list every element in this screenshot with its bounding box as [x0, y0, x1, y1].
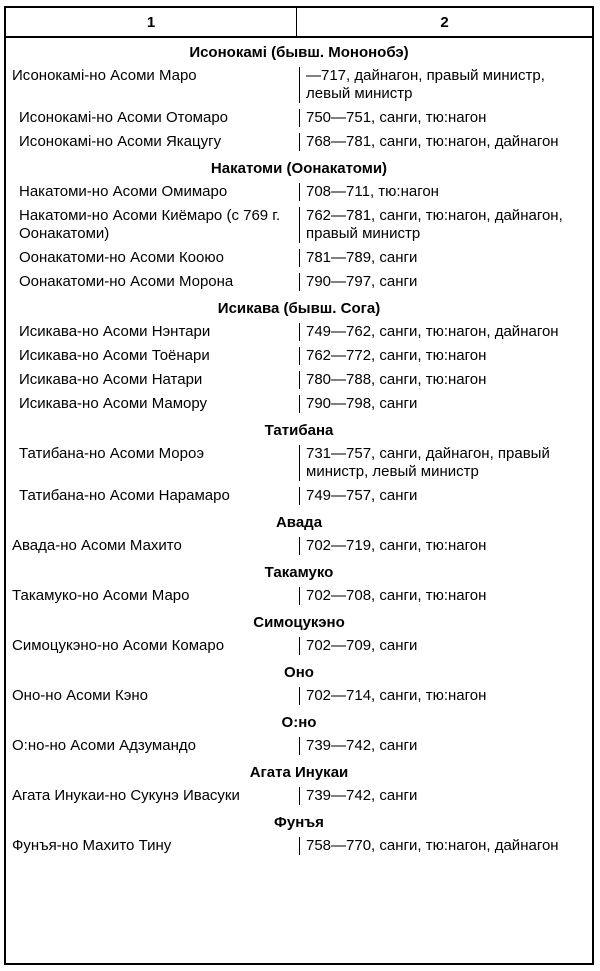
- official-name: Авада-но Асоми Махито: [12, 537, 182, 554]
- group-title: Симоцукэно: [253, 614, 345, 631]
- official-career: 708—711, тю:нагон: [299, 183, 592, 201]
- table-row: [6, 442, 592, 484]
- table-row: [6, 784, 592, 808]
- official-name: Агата Инукаи-но Сукунэ Ивасуки: [12, 787, 240, 804]
- official-name: Исикава-но Асоми Нэнтари: [19, 323, 211, 340]
- group-title: Оно: [284, 664, 314, 681]
- group-title: Накатоми (Оонакатоми): [210, 160, 388, 177]
- table-row: [6, 270, 592, 294]
- official-career: —717, дайнагон, правый министр, левый министр: [299, 67, 592, 103]
- official-career: 762—772, санги, тю:нагон: [299, 347, 592, 365]
- official-career: 739—742, санги: [299, 737, 592, 755]
- official-name: Оонакатоми-но Асоми Морона: [19, 273, 234, 290]
- official-name: Фунъя-но Махито Тину: [12, 837, 172, 854]
- table-row: [6, 368, 592, 392]
- table-row: [6, 64, 592, 106]
- official-career: 739—742, санги: [299, 787, 592, 805]
- table-row: [6, 320, 592, 344]
- group-title: Такамуко: [264, 564, 334, 581]
- official-name: Татибана-но Асоми Нарамаро: [19, 487, 230, 504]
- official-career: 780—788, санги, тю:нагон: [299, 371, 592, 389]
- official-career: 749—757, санги: [299, 487, 592, 505]
- table-row: [6, 246, 592, 270]
- table-row: [6, 834, 592, 858]
- official-career: 790—798, санги: [299, 395, 592, 413]
- table-row: [6, 130, 592, 154]
- group-title: О:но: [281, 714, 317, 731]
- official-career: 702—714, санги, тю:нагон: [299, 687, 592, 705]
- official-career: 702—709, санги: [299, 637, 592, 655]
- table-row: [6, 684, 592, 708]
- official-name: Накатоми-но Асоми Киёмаро (с 769 г. Оонакатоми): [19, 207, 281, 242]
- official-name: Исонокамі-но Асоми Маро: [12, 67, 197, 84]
- column-header-1: 1: [6, 8, 297, 36]
- table-row: [6, 204, 592, 246]
- group-title: Авада: [275, 514, 323, 531]
- official-career: 749—762, санги, тю:нагон, дайнагон: [299, 323, 592, 341]
- official-name: Оонакатоми-но Асоми Кооюо: [19, 249, 224, 266]
- official-name: Исикава-но Асоми Натари: [19, 371, 203, 388]
- group-title: Фунъя: [274, 814, 324, 831]
- table-header: [6, 8, 592, 38]
- official-career: 758—770, санги, тю:нагон, дайнагон: [299, 837, 592, 855]
- table-row: [6, 584, 592, 608]
- official-career: 702—719, санги, тю:нагон: [299, 537, 592, 555]
- group-title: Агата Инукаи: [249, 764, 349, 781]
- table-row: [6, 180, 592, 204]
- table-row: [6, 392, 592, 416]
- group-title: Исикава (бывш. Сога): [217, 300, 381, 317]
- official-career: 781—789, санги: [299, 249, 592, 267]
- table-row: [6, 734, 592, 758]
- official-career: 768—781, санги, тю:нагон, дайнагон: [299, 133, 592, 151]
- officials-table: [4, 6, 594, 965]
- group-title: Исонокамі (бывш. Мононобэ): [189, 44, 409, 61]
- official-name: Исонокамі-но Асоми Отомаро: [19, 109, 229, 126]
- table-row: [6, 344, 592, 368]
- group-title: Татибана: [264, 422, 334, 439]
- table-row: [6, 634, 592, 658]
- official-name: Исикава-но Асоми Тоёнари: [19, 347, 210, 364]
- official-name: Накатоми-но Асоми Омимаро: [19, 183, 228, 200]
- official-career: 702—708, санги, тю:нагон: [299, 587, 592, 605]
- official-name: Исонокамі-но Асоми Якацугу: [19, 133, 222, 150]
- column-header-2: 2: [440, 13, 449, 31]
- official-name: Симоцукэно-но Асоми Комаро: [12, 637, 225, 654]
- official-name: Татибана-но Асоми Мороэ: [19, 445, 204, 462]
- official-name: Оно-но Асоми Кэно: [12, 687, 148, 704]
- official-name: Исикава-но Асоми Мамору: [19, 395, 208, 412]
- official-career: 750—751, санги, тю:нагон: [299, 109, 592, 127]
- official-name: О:но-но Асоми Адзумандо: [12, 737, 196, 754]
- table-row: [6, 106, 592, 130]
- table-row: [6, 534, 592, 558]
- official-name: Такамуко-но Асоми Маро: [12, 587, 190, 604]
- official-career: 762—781, санги, тю:нагон, дайнагон, правый министр: [299, 207, 592, 243]
- table-body: [6, 42, 592, 858]
- official-career: 731—757, санги, дайнагон, правый министр, левый министр: [299, 445, 592, 481]
- table-row: [6, 484, 592, 508]
- official-career: 790—797, санги: [299, 273, 592, 291]
